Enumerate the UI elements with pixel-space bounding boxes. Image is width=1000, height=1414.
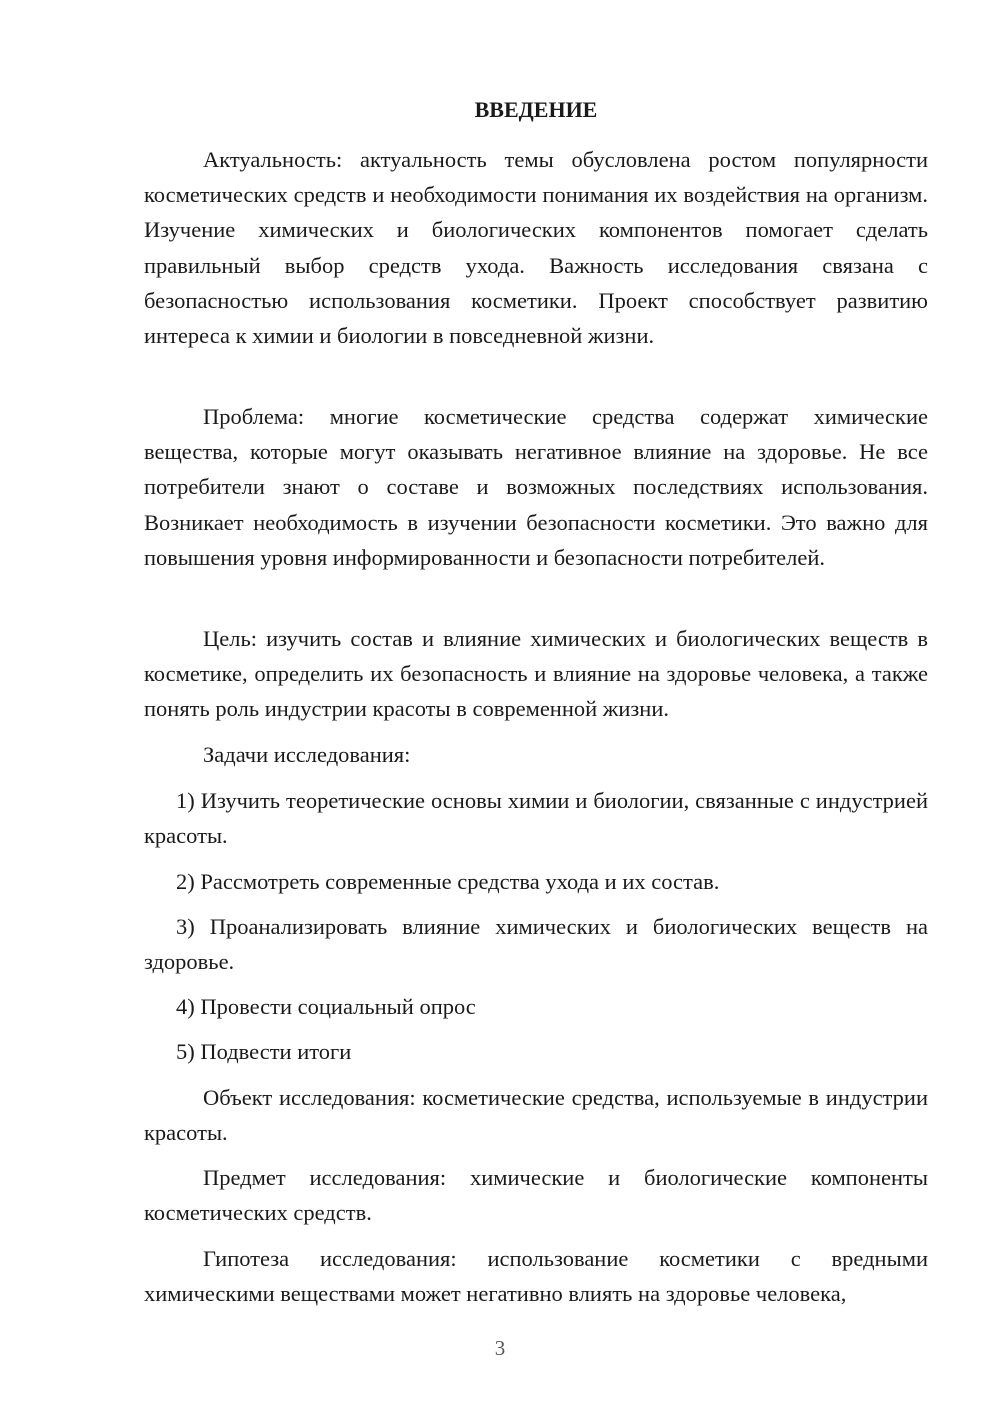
subject-paragraph: Предмет исследования: химические и биологические компоненты косметических средств.	[144, 1165, 928, 1226]
hypothesis-paragraph: Гипотеза исследования: использование косметики с вредными химическими веществами может негативно влиять на здоровье человека,	[144, 1246, 928, 1307]
section-title: ВВЕДЕНИЕ	[474, 97, 598, 122]
task-item-1: 1) Изучить теоретические основы химии и биологии, связанные с индустрией красоты.	[144, 788, 928, 849]
task-item-3: 3) Проанализировать влияние химических и биологических веществ на здоровье.	[144, 914, 928, 975]
task-item-5: 5) Подвести итоги	[176, 1039, 352, 1064]
tasks-heading: Задачи исследования:	[203, 742, 411, 767]
goal-paragraph: Цель: изучить состав и влияние химических и биологических веществ в косметике, определить их безопасность и влияние на здоровье человека, а также понять роль индустрии красоты в современной жизни.	[144, 626, 928, 722]
task-item-2: 2) Рассмотреть современные средства ухода и их состав.	[176, 869, 720, 894]
task-item-4: 4) Провести социальный опрос	[176, 994, 476, 1019]
relevance-paragraph: Актуальность: актуальность темы обусловлена ростом популярности косметических средств и необходимости понимания их воздействия на организм. Изучение химических и биологических компонентов помогает сделать правильный выбор средств ухода. Важность исследования связана с безопасностью использования косметики. Проект способствует развитию интереса к химии и биологии в повседневной жизни.	[144, 147, 928, 349]
object-paragraph: Объект исследования: косметические средства, используемые в индустрии красоты.	[144, 1085, 928, 1146]
problem-paragraph: Проблема: многие косметические средства содержат химические вещества, которые могут оказывать негативное влияние на здоровье. Не все потребители знают о составе и возможных последствиях использования. Возникает необходимость в изучении безопасности косметики. Это важно для повышения уровня информированности и безопасности потребителей.	[144, 404, 928, 570]
page-number: 3	[494, 1336, 506, 1360]
